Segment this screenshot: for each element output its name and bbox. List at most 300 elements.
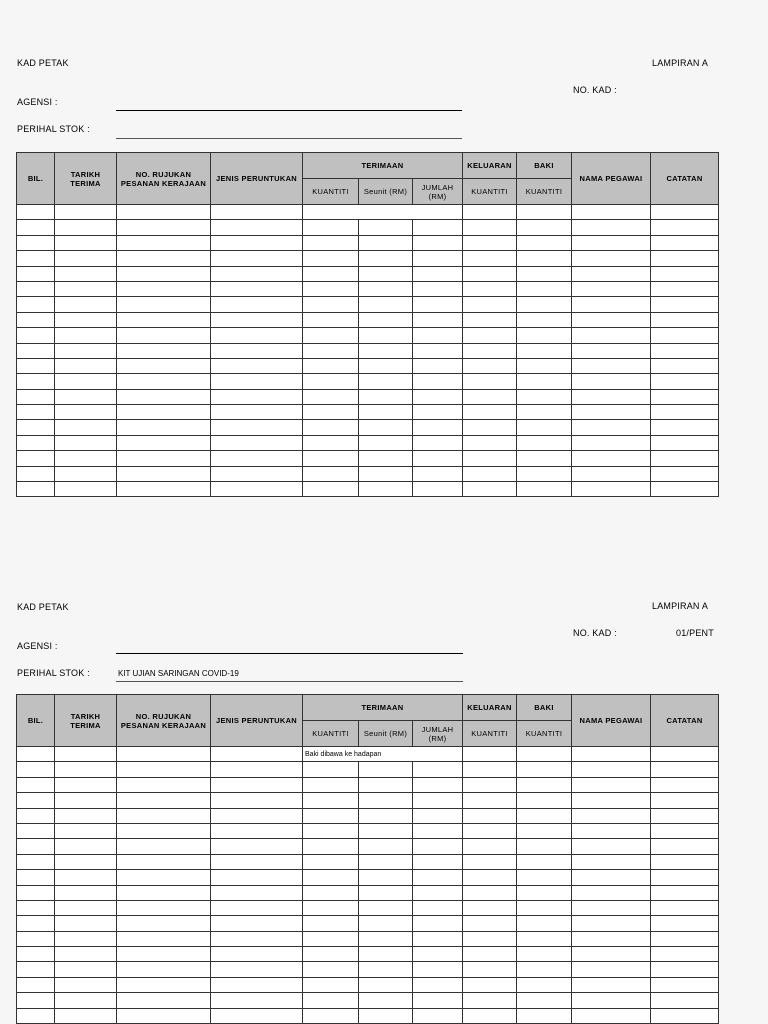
table-cell[interactable] bbox=[463, 993, 517, 1008]
table-cell[interactable] bbox=[17, 854, 55, 869]
table-cell[interactable] bbox=[572, 297, 651, 312]
table-cell[interactable] bbox=[359, 916, 413, 931]
table-cell[interactable] bbox=[463, 466, 517, 481]
table-cell[interactable] bbox=[117, 389, 211, 404]
table-cell[interactable] bbox=[359, 808, 413, 823]
table-cell[interactable] bbox=[517, 854, 572, 869]
table-cell[interactable] bbox=[517, 435, 572, 450]
table-cell[interactable] bbox=[413, 343, 463, 358]
table-cell[interactable] bbox=[55, 762, 117, 777]
table-cell[interactable] bbox=[55, 900, 117, 915]
table-cell[interactable] bbox=[651, 1008, 719, 1023]
table-cell[interactable] bbox=[517, 993, 572, 1008]
table-cell[interactable] bbox=[651, 900, 719, 915]
table-cell[interactable] bbox=[211, 235, 303, 250]
table-cell[interactable] bbox=[651, 916, 719, 931]
table-cell[interactable] bbox=[55, 870, 117, 885]
table-cell[interactable] bbox=[463, 389, 517, 404]
table-cell[interactable] bbox=[117, 482, 211, 497]
table-cell[interactable] bbox=[413, 777, 463, 792]
table-cell[interactable] bbox=[303, 251, 359, 266]
table-cell[interactable] bbox=[413, 793, 463, 808]
table-cell[interactable] bbox=[117, 854, 211, 869]
table-cell[interactable] bbox=[17, 962, 55, 977]
table-cell[interactable] bbox=[463, 977, 517, 992]
table-cell[interactable] bbox=[413, 885, 463, 900]
table-cell[interactable] bbox=[517, 251, 572, 266]
table-cell[interactable] bbox=[517, 482, 572, 497]
table-cell[interactable] bbox=[463, 900, 517, 915]
table-cell[interactable] bbox=[463, 358, 517, 373]
table-cell[interactable] bbox=[651, 962, 719, 977]
table-cell[interactable] bbox=[211, 747, 303, 762]
table-cell[interactable] bbox=[55, 266, 117, 281]
table-cell[interactable] bbox=[572, 1008, 651, 1023]
table-cell[interactable] bbox=[359, 870, 413, 885]
table-cell[interactable] bbox=[303, 328, 359, 343]
table-cell[interactable] bbox=[55, 482, 117, 497]
table-cell[interactable] bbox=[413, 823, 463, 838]
table-cell[interactable] bbox=[463, 962, 517, 977]
table-cell[interactable] bbox=[413, 220, 463, 235]
table-cell[interactable] bbox=[17, 220, 55, 235]
table-cell[interactable] bbox=[17, 482, 55, 497]
table-cell[interactable] bbox=[463, 251, 517, 266]
table-cell[interactable] bbox=[517, 916, 572, 931]
table-cell[interactable] bbox=[572, 420, 651, 435]
table-cell[interactable] bbox=[651, 482, 719, 497]
table-cell[interactable] bbox=[413, 931, 463, 946]
table-cell[interactable] bbox=[572, 451, 651, 466]
table-cell[interactable] bbox=[651, 205, 719, 220]
table-cell[interactable] bbox=[463, 762, 517, 777]
table-cell[interactable] bbox=[572, 916, 651, 931]
table-cell[interactable] bbox=[517, 977, 572, 992]
table-cell[interactable] bbox=[55, 777, 117, 792]
table-cell[interactable] bbox=[303, 839, 359, 854]
table-cell[interactable] bbox=[211, 220, 303, 235]
table-cell[interactable] bbox=[359, 777, 413, 792]
table-cell[interactable] bbox=[117, 916, 211, 931]
table-cell[interactable] bbox=[55, 297, 117, 312]
table-cell[interactable] bbox=[651, 297, 719, 312]
table-cell[interactable] bbox=[359, 420, 413, 435]
table-cell[interactable] bbox=[463, 435, 517, 450]
table-cell[interactable] bbox=[651, 451, 719, 466]
table-cell[interactable] bbox=[303, 823, 359, 838]
table-cell[interactable] bbox=[463, 808, 517, 823]
table-cell[interactable] bbox=[17, 947, 55, 962]
table-cell[interactable] bbox=[463, 205, 517, 220]
table-cell[interactable] bbox=[117, 435, 211, 450]
table-cell[interactable] bbox=[55, 993, 117, 1008]
table-cell[interactable] bbox=[117, 947, 211, 962]
table-cell[interactable] bbox=[463, 916, 517, 931]
table-cell[interactable] bbox=[572, 823, 651, 838]
table-cell[interactable] bbox=[17, 451, 55, 466]
table-cell[interactable] bbox=[55, 358, 117, 373]
table-cell[interactable] bbox=[303, 854, 359, 869]
table-cell[interactable] bbox=[651, 220, 719, 235]
table-cell[interactable] bbox=[517, 343, 572, 358]
table-cell[interactable] bbox=[55, 220, 117, 235]
table-cell[interactable] bbox=[517, 374, 572, 389]
table-cell[interactable] bbox=[463, 266, 517, 281]
table-cell[interactable] bbox=[463, 343, 517, 358]
table-cell[interactable] bbox=[463, 281, 517, 296]
table-cell[interactable] bbox=[55, 235, 117, 250]
table-cell[interactable] bbox=[211, 854, 303, 869]
table-cell[interactable] bbox=[463, 482, 517, 497]
table-cell[interactable] bbox=[517, 931, 572, 946]
table-cell[interactable] bbox=[572, 854, 651, 869]
table-cell[interactable] bbox=[303, 977, 359, 992]
table-cell[interactable] bbox=[517, 420, 572, 435]
table-cell[interactable] bbox=[651, 235, 719, 250]
table-cell[interactable] bbox=[517, 947, 572, 962]
table-cell[interactable] bbox=[303, 405, 359, 420]
table-cell[interactable] bbox=[17, 281, 55, 296]
table-cell[interactable] bbox=[55, 823, 117, 838]
table-cell[interactable] bbox=[517, 823, 572, 838]
table-cell[interactable] bbox=[572, 762, 651, 777]
table-cell[interactable] bbox=[17, 839, 55, 854]
table-cell[interactable] bbox=[211, 482, 303, 497]
table-cell[interactable] bbox=[55, 854, 117, 869]
table-cell[interactable] bbox=[413, 977, 463, 992]
table-cell[interactable] bbox=[517, 328, 572, 343]
table-cell[interactable] bbox=[359, 900, 413, 915]
table-cell[interactable] bbox=[572, 235, 651, 250]
table-cell[interactable] bbox=[413, 451, 463, 466]
table-cell[interactable] bbox=[572, 405, 651, 420]
table-cell[interactable] bbox=[572, 251, 651, 266]
table-cell[interactable] bbox=[572, 885, 651, 900]
table-cell[interactable] bbox=[517, 297, 572, 312]
table-cell[interactable] bbox=[55, 374, 117, 389]
table-cell[interactable] bbox=[303, 962, 359, 977]
table-cell[interactable] bbox=[463, 235, 517, 250]
table-cell[interactable] bbox=[463, 374, 517, 389]
table-cell[interactable] bbox=[55, 343, 117, 358]
table-cell[interactable] bbox=[117, 205, 211, 220]
table-cell[interactable] bbox=[17, 793, 55, 808]
table-cell[interactable] bbox=[651, 808, 719, 823]
table-cell[interactable] bbox=[55, 389, 117, 404]
table-cell[interactable] bbox=[117, 808, 211, 823]
table-cell[interactable] bbox=[17, 1008, 55, 1023]
table-cell[interactable] bbox=[517, 281, 572, 296]
table-cell[interactable] bbox=[303, 466, 359, 481]
table-cell[interactable] bbox=[211, 885, 303, 900]
table-cell[interactable] bbox=[117, 762, 211, 777]
table-cell[interactable] bbox=[17, 885, 55, 900]
table-cell[interactable] bbox=[413, 1008, 463, 1023]
table-cell[interactable] bbox=[117, 328, 211, 343]
table-cell[interactable] bbox=[303, 931, 359, 946]
table-cell[interactable] bbox=[303, 451, 359, 466]
table-cell[interactable] bbox=[463, 885, 517, 900]
table-cell[interactable] bbox=[117, 885, 211, 900]
table-cell[interactable] bbox=[55, 1008, 117, 1023]
table-cell[interactable] bbox=[572, 220, 651, 235]
table-cell[interactable] bbox=[211, 931, 303, 946]
table-cell[interactable] bbox=[651, 762, 719, 777]
table-cell[interactable] bbox=[517, 777, 572, 792]
table-cell[interactable] bbox=[211, 281, 303, 296]
table-cell[interactable] bbox=[463, 839, 517, 854]
table-cell[interactable] bbox=[117, 420, 211, 435]
table-cell[interactable] bbox=[303, 885, 359, 900]
table-cell[interactable] bbox=[517, 205, 572, 220]
table-cell[interactable] bbox=[517, 962, 572, 977]
table-cell[interactable] bbox=[651, 328, 719, 343]
table-cell[interactable] bbox=[517, 451, 572, 466]
table-cell[interactable] bbox=[651, 358, 719, 373]
table-cell[interactable] bbox=[651, 993, 719, 1008]
table-cell[interactable] bbox=[463, 312, 517, 327]
table-cell[interactable] bbox=[303, 312, 359, 327]
table-cell[interactable] bbox=[517, 405, 572, 420]
table-cell[interactable] bbox=[413, 389, 463, 404]
table-cell[interactable] bbox=[463, 1008, 517, 1023]
table-cell[interactable] bbox=[211, 823, 303, 838]
table-cell[interactable] bbox=[211, 900, 303, 915]
table-cell[interactable] bbox=[117, 405, 211, 420]
table-cell[interactable] bbox=[359, 235, 413, 250]
table-cell[interactable] bbox=[572, 374, 651, 389]
no-kad-value[interactable]: 01/PENT bbox=[676, 628, 714, 638]
table-cell[interactable] bbox=[17, 205, 55, 220]
table-cell[interactable] bbox=[572, 993, 651, 1008]
table-cell[interactable] bbox=[211, 808, 303, 823]
table-cell[interactable] bbox=[572, 747, 651, 762]
table-cell[interactable] bbox=[211, 451, 303, 466]
table-cell[interactable] bbox=[359, 839, 413, 854]
table-cell[interactable] bbox=[572, 205, 651, 220]
table-cell[interactable] bbox=[17, 328, 55, 343]
table-cell[interactable] bbox=[55, 808, 117, 823]
table-cell[interactable] bbox=[117, 777, 211, 792]
table-cell[interactable] bbox=[17, 977, 55, 992]
table-cell[interactable] bbox=[413, 435, 463, 450]
table-cell[interactable] bbox=[303, 870, 359, 885]
table-cell[interactable] bbox=[413, 900, 463, 915]
table-cell[interactable] bbox=[117, 870, 211, 885]
table-cell[interactable] bbox=[413, 466, 463, 481]
table-cell[interactable] bbox=[303, 993, 359, 1008]
table-cell[interactable] bbox=[359, 993, 413, 1008]
table-cell[interactable] bbox=[211, 777, 303, 792]
table-cell[interactable] bbox=[303, 420, 359, 435]
table-cell[interactable] bbox=[359, 312, 413, 327]
table-cell[interactable] bbox=[651, 870, 719, 885]
table-cell[interactable] bbox=[211, 266, 303, 281]
table-cell[interactable] bbox=[117, 235, 211, 250]
table-cell[interactable] bbox=[17, 420, 55, 435]
table-cell[interactable] bbox=[117, 466, 211, 481]
table-cell[interactable] bbox=[55, 451, 117, 466]
table-cell[interactable] bbox=[55, 885, 117, 900]
table-cell[interactable] bbox=[517, 312, 572, 327]
table-cell[interactable] bbox=[651, 343, 719, 358]
table-cell[interactable] bbox=[413, 482, 463, 497]
table-cell[interactable] bbox=[211, 205, 303, 220]
table-cell[interactable] bbox=[17, 762, 55, 777]
table-cell[interactable] bbox=[17, 358, 55, 373]
table-cell[interactable] bbox=[359, 793, 413, 808]
table-cell[interactable] bbox=[303, 482, 359, 497]
table-cell[interactable] bbox=[303, 777, 359, 792]
table-cell[interactable] bbox=[359, 762, 413, 777]
table-cell[interactable] bbox=[17, 235, 55, 250]
table-cell[interactable] bbox=[651, 251, 719, 266]
table-cell[interactable] bbox=[572, 793, 651, 808]
table-cell[interactable] bbox=[359, 220, 413, 235]
table-cell[interactable] bbox=[117, 900, 211, 915]
table-cell[interactable] bbox=[572, 777, 651, 792]
table-cell[interactable] bbox=[17, 251, 55, 266]
table-cell[interactable] bbox=[359, 343, 413, 358]
table-cell[interactable] bbox=[359, 482, 413, 497]
table-cell[interactable] bbox=[572, 947, 651, 962]
table-cell[interactable] bbox=[17, 870, 55, 885]
table-cell[interactable] bbox=[651, 931, 719, 946]
table-cell[interactable] bbox=[117, 962, 211, 977]
table-cell[interactable] bbox=[517, 266, 572, 281]
table-cell[interactable] bbox=[117, 451, 211, 466]
table-cell[interactable] bbox=[303, 916, 359, 931]
table-cell[interactable] bbox=[463, 220, 517, 235]
table-cell[interactable] bbox=[463, 405, 517, 420]
table-cell[interactable] bbox=[211, 374, 303, 389]
table-cell[interactable] bbox=[651, 374, 719, 389]
table-cell[interactable] bbox=[211, 312, 303, 327]
table-cell[interactable] bbox=[651, 947, 719, 962]
table-cell[interactable] bbox=[17, 777, 55, 792]
table-cell[interactable] bbox=[572, 389, 651, 404]
table-cell[interactable] bbox=[572, 358, 651, 373]
table-cell[interactable] bbox=[651, 977, 719, 992]
table-cell[interactable] bbox=[517, 389, 572, 404]
table-cell[interactable] bbox=[211, 916, 303, 931]
table-cell[interactable] bbox=[55, 793, 117, 808]
table-cell[interactable] bbox=[303, 435, 359, 450]
table-cell[interactable] bbox=[572, 328, 651, 343]
table-cell[interactable] bbox=[359, 466, 413, 481]
table-cell[interactable] bbox=[17, 808, 55, 823]
table-cell[interactable] bbox=[413, 962, 463, 977]
table-cell[interactable] bbox=[303, 793, 359, 808]
table-cell[interactable] bbox=[413, 762, 463, 777]
table-cell[interactable] bbox=[55, 947, 117, 962]
table-cell[interactable] bbox=[572, 281, 651, 296]
table-cell[interactable] bbox=[413, 358, 463, 373]
table-cell[interactable] bbox=[651, 823, 719, 838]
table-cell[interactable] bbox=[117, 977, 211, 992]
table-cell[interactable] bbox=[413, 916, 463, 931]
table-cell[interactable] bbox=[651, 854, 719, 869]
table-cell[interactable] bbox=[17, 374, 55, 389]
table-cell[interactable] bbox=[17, 435, 55, 450]
table-cell[interactable] bbox=[517, 220, 572, 235]
table-cell[interactable] bbox=[117, 343, 211, 358]
table-cell[interactable] bbox=[117, 839, 211, 854]
table-cell[interactable] bbox=[572, 839, 651, 854]
table-cell[interactable] bbox=[572, 482, 651, 497]
table-cell[interactable] bbox=[463, 777, 517, 792]
table-cell[interactable] bbox=[17, 343, 55, 358]
table-cell[interactable] bbox=[359, 297, 413, 312]
table-cell[interactable] bbox=[651, 793, 719, 808]
perihal-stok-value[interactable]: KIT UJIAN SARINGAN COVID-19 bbox=[118, 669, 239, 678]
table-cell[interactable] bbox=[463, 854, 517, 869]
table-cell[interactable] bbox=[572, 977, 651, 992]
table-cell[interactable] bbox=[211, 947, 303, 962]
table-cell[interactable] bbox=[463, 451, 517, 466]
table-cell[interactable] bbox=[572, 266, 651, 281]
table-cell[interactable] bbox=[117, 266, 211, 281]
table-cell[interactable] bbox=[359, 251, 413, 266]
table-cell[interactable] bbox=[303, 1008, 359, 1023]
table-cell[interactable] bbox=[463, 947, 517, 962]
table-cell[interactable] bbox=[517, 762, 572, 777]
table-cell[interactable] bbox=[413, 993, 463, 1008]
table-cell[interactable] bbox=[117, 793, 211, 808]
table-cell[interactable] bbox=[413, 947, 463, 962]
table-cell[interactable] bbox=[211, 420, 303, 435]
table-cell[interactable] bbox=[211, 793, 303, 808]
table-cell[interactable] bbox=[413, 808, 463, 823]
table-cell[interactable] bbox=[303, 808, 359, 823]
table-cell[interactable] bbox=[517, 358, 572, 373]
table-cell[interactable] bbox=[359, 977, 413, 992]
table-cell[interactable] bbox=[55, 931, 117, 946]
table-cell[interactable] bbox=[413, 312, 463, 327]
table-cell[interactable] bbox=[517, 235, 572, 250]
table-cell[interactable] bbox=[17, 297, 55, 312]
table-cell[interactable] bbox=[413, 266, 463, 281]
table-cell[interactable] bbox=[117, 374, 211, 389]
table-cell[interactable] bbox=[117, 747, 211, 762]
table-cell[interactable] bbox=[359, 374, 413, 389]
table-cell[interactable] bbox=[211, 839, 303, 854]
table-cell[interactable] bbox=[117, 220, 211, 235]
table-cell[interactable] bbox=[211, 435, 303, 450]
table-cell[interactable] bbox=[651, 466, 719, 481]
table-cell[interactable] bbox=[211, 993, 303, 1008]
table-cell[interactable] bbox=[55, 839, 117, 854]
table-cell[interactable] bbox=[463, 328, 517, 343]
table-cell[interactable] bbox=[117, 251, 211, 266]
table-cell[interactable] bbox=[572, 931, 651, 946]
table-cell[interactable] bbox=[211, 762, 303, 777]
table-cell[interactable] bbox=[117, 823, 211, 838]
table-cell[interactable] bbox=[17, 312, 55, 327]
table-cell[interactable] bbox=[211, 251, 303, 266]
table-cell[interactable] bbox=[303, 220, 359, 235]
table-cell[interactable] bbox=[303, 374, 359, 389]
table-cell[interactable] bbox=[651, 885, 719, 900]
table-cell[interactable] bbox=[303, 297, 359, 312]
table-cell[interactable] bbox=[572, 808, 651, 823]
table-cell[interactable] bbox=[117, 993, 211, 1008]
table-cell[interactable] bbox=[413, 251, 463, 266]
table-cell[interactable] bbox=[117, 297, 211, 312]
table-cell[interactable] bbox=[517, 839, 572, 854]
table-cell[interactable] bbox=[359, 328, 413, 343]
table-cell[interactable] bbox=[517, 808, 572, 823]
